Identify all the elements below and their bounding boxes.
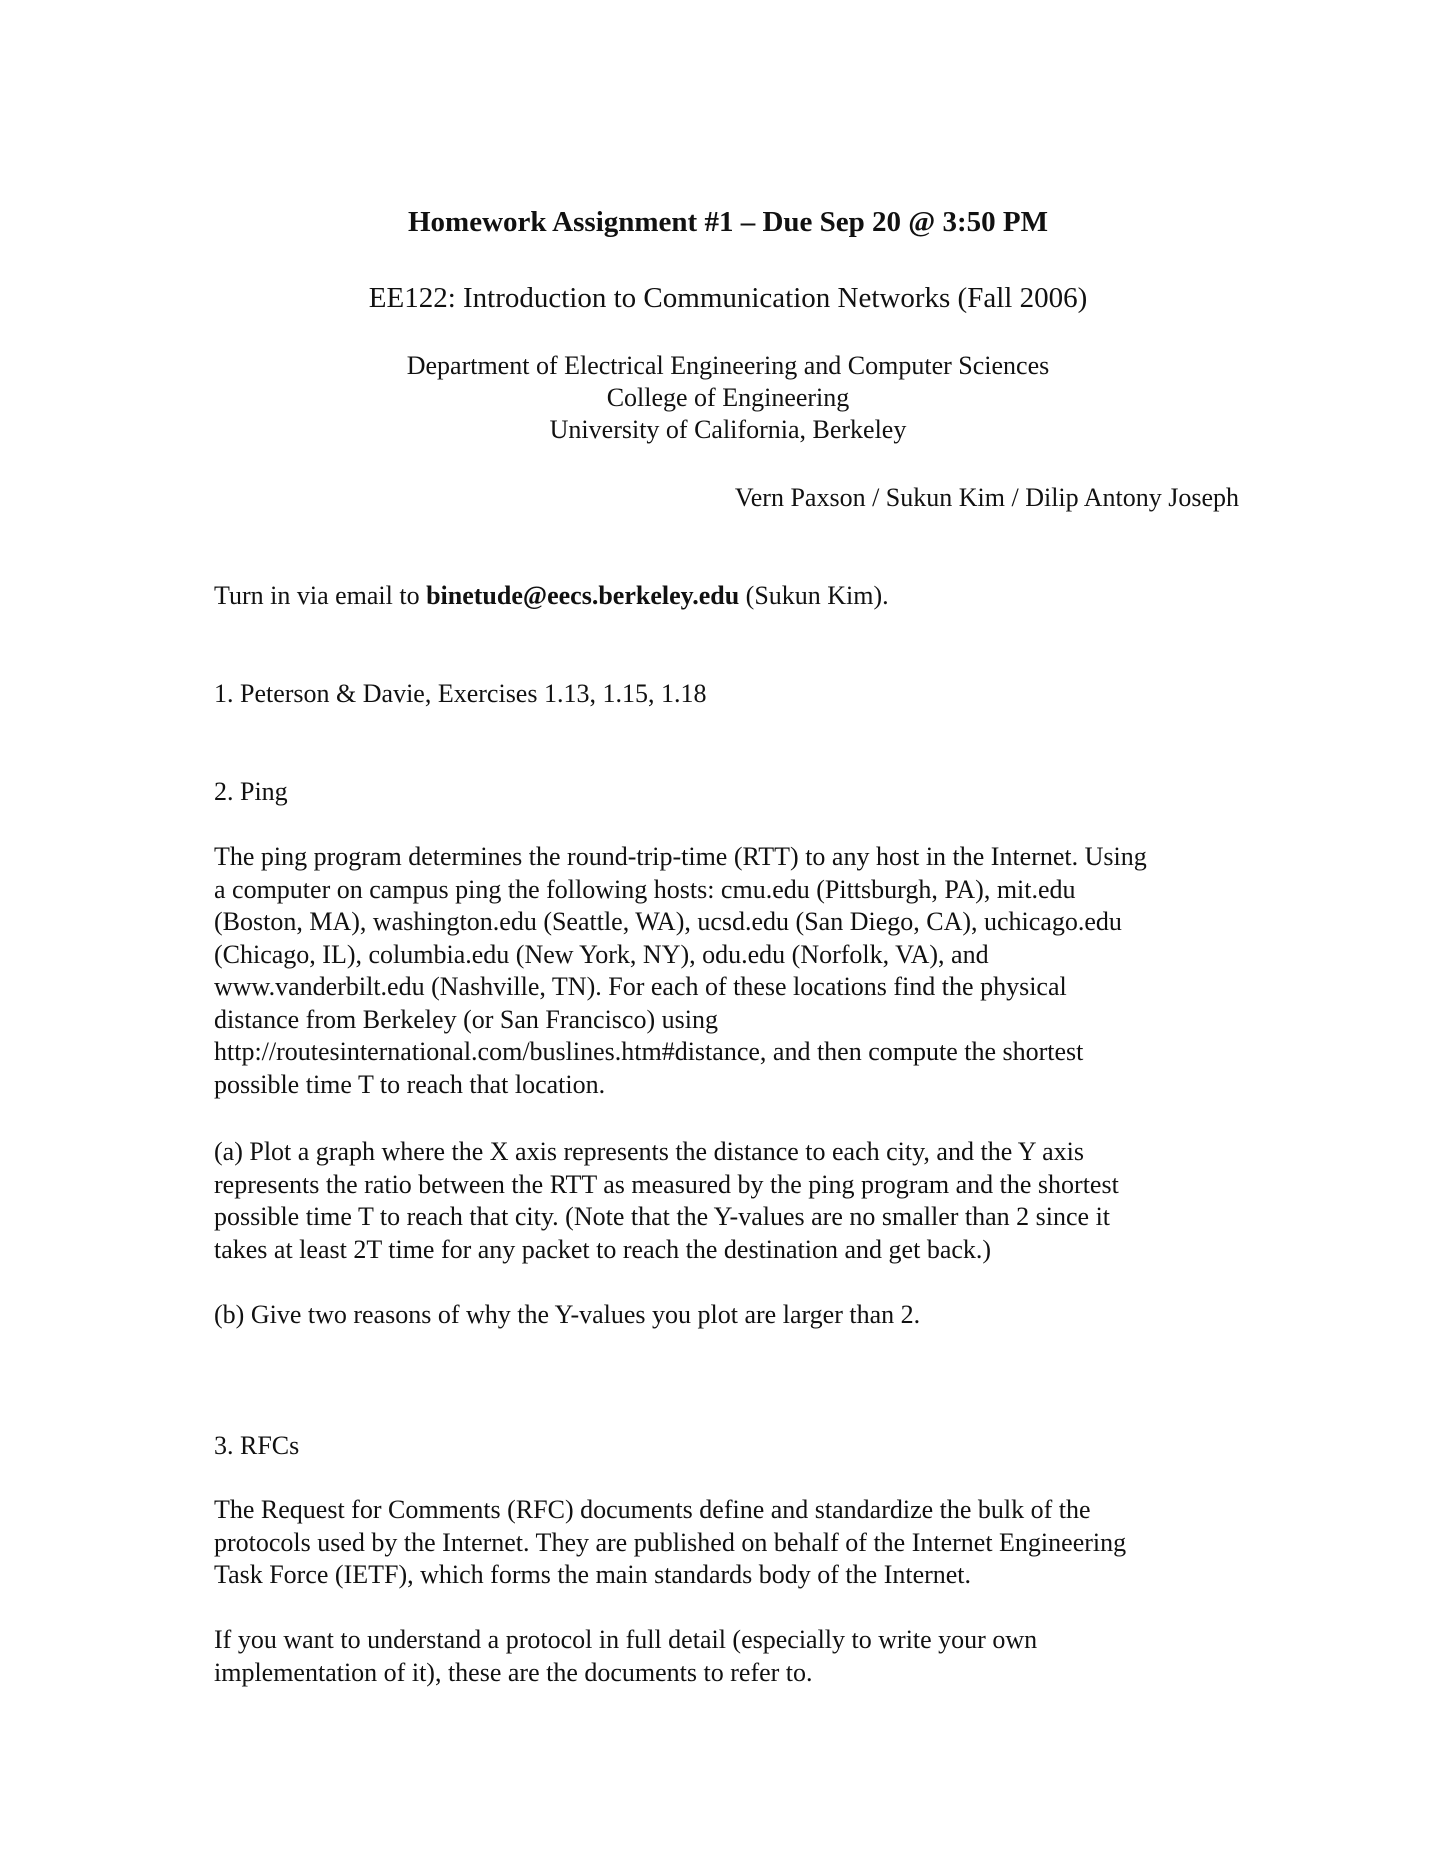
paragraph-line: possible time T to reach that location. [214, 1069, 606, 1099]
paragraph-line: (a) Plot a graph where the X axis represents the distance to each city, and the Y axis [214, 1137, 1084, 1166]
paragraph-line: represents the ratio between the RTT as measured by the ping program and the shortest [214, 1169, 1119, 1199]
question-3-paragraph-1 [214, 1494, 1244, 1592]
paragraph-line: takes at least 2T time for any packet to reach the destination and get back.) [214, 1234, 992, 1264]
university-line: University of California, Berkeley [549, 415, 907, 444]
paragraph-line: possible time T to reach that city. (Note that the Y-values are no smaller than 2 since it [214, 1202, 1111, 1231]
paragraph-line: a computer on campus ping the following hosts: cmu.edu (Pittsburgh, PA), mit.edu [214, 874, 1076, 904]
authors-line: Vern Paxson / Sukun Kim / Dilip Antony Joseph [734, 483, 1239, 512]
turn-in-instructions [214, 580, 1244, 613]
affiliation-block [0, 350, 1456, 446]
turn-in-prefix: Turn in via email to [214, 581, 427, 610]
question-2-part-b: (b) Give two reasons of why the Y-values you plot are larger than 2. [214, 1300, 921, 1329]
paragraph-line: protocols used by the Internet. They are published on behalf of the Internet Engineering [214, 1527, 1127, 1557]
paragraph-line: http://routesinternational.com/buslines.htm#distance, and then compute the shortest [214, 1037, 1084, 1066]
course-title: EE122: Introduction to Communication Networks (Fall 2006) [368, 282, 1088, 314]
paragraph-line: If you want to understand a protocol in full detail (especially to write your own [214, 1625, 1038, 1654]
turn-in-suffix: (Sukun Kim). [739, 581, 889, 610]
question-2-heading: 2. Ping [214, 777, 288, 806]
paragraph-line: Task Force (IETF), which forms the main standards body of the Internet. [214, 1560, 972, 1589]
paragraph-line: (Chicago, IL), columbia.edu (New York, NY), odu.edu (Norfolk, VA), and [214, 939, 989, 969]
department-line: Department of Electrical Engineering and Computer Sciences [406, 351, 1050, 380]
paragraph-line: distance from Berkeley (or San Francisco) using [214, 1004, 718, 1034]
question-1: 1. Peterson & Davie, Exercises 1.13, 1.15, 1.18 [214, 679, 707, 708]
college-line: College of Engineering [606, 383, 850, 412]
question-2-part-a [214, 1136, 1244, 1266]
paragraph-line: implementation of it), these are the documents to refer to. [214, 1657, 813, 1687]
question-3-heading: 3. RFCs [214, 1431, 300, 1460]
question-2-intro [214, 841, 1244, 1101]
turn-in-email: binetude@eecs.berkeley.edu [426, 581, 740, 610]
question-3-paragraph-2 [214, 1624, 1244, 1689]
paragraph-line: The ping program determines the round-trip-time (RTT) to any host in the Internet. Using [214, 842, 1147, 871]
paragraph-line: The Request for Comments (RFC) documents define and standardize the bulk of the [214, 1495, 1091, 1524]
page-title: Homework Assignment #1 – Due Sep 20 @ 3:50 PM [408, 206, 1048, 238]
paragraph-line: (Boston, MA), washington.edu (Seattle, WA), ucsd.edu (San Diego, CA), uchicago.edu [214, 907, 1122, 936]
paragraph-line: www.vanderbilt.edu (Nashville, TN). For each of these locations find the physical [214, 972, 1067, 1001]
